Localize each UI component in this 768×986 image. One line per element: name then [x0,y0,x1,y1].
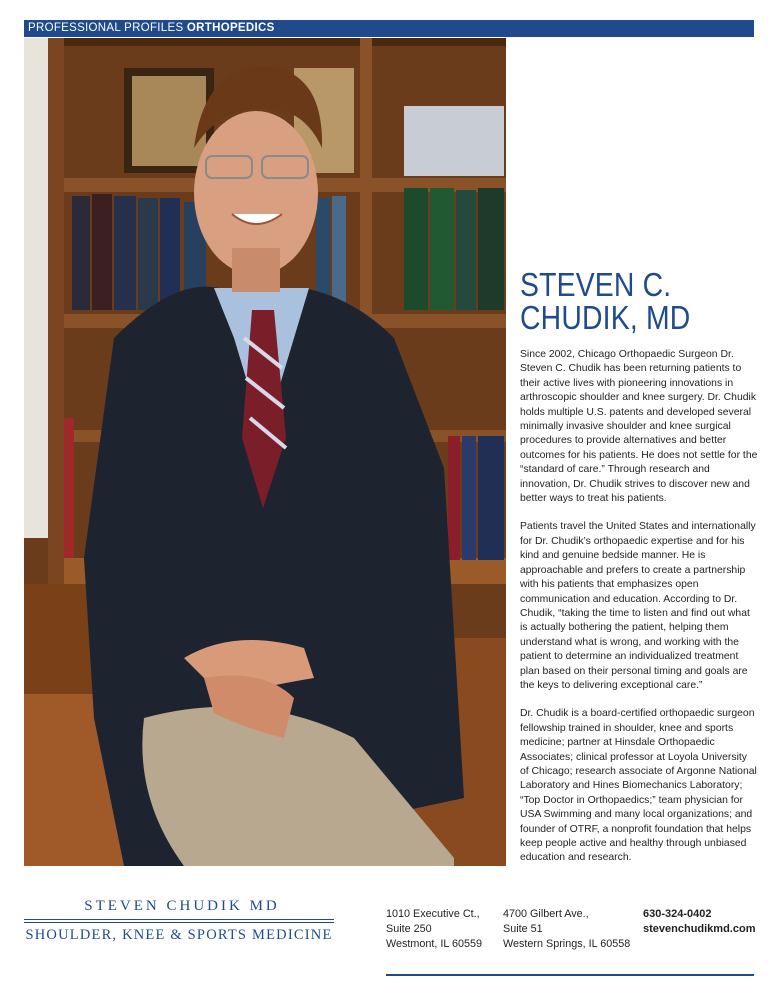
paragraph-credentials: Dr. Chudik is a board-certified orthopaedic surgeon fellowship trained in shoulder, knee and sports medicine; partner at Hinsdale Orthopaedic Associates; clinical professor at Loyola University of Chicago; research associate of Argonne National Laboratory and Hines Biomechanics Laboratory; “Top Doctor in Orthopaedics;” team physician for USA Swimming and many local organizations; and founder of OTRF, a nonprofit foundation that helps keep people active and healthy through unbiased education and research. [520,708,757,864]
logo-name: STEVEN CHUDIK MD [84,898,280,914]
paragraph-patients: Patients travel the United States and internationally for Dr. Chudik’s orthopaedic expertise and for his kind and genuine bedside manner. He is approachable and prefers to create a partnership with his patients that emphasizes open communication and education. According to Dr. Chudik, “taking the time to listen and find out what is actually bothering the patient, helping them understand what is wrong, and working with the patient to determine an individualized treatment plan based on their personal timing and goals are the keys to delivering exceptional care.” [520,521,756,691]
address-westmont [386,907,482,952]
contact-block [643,907,755,937]
profile-name-line2: CHUDIK, MD [520,299,691,336]
address-line: Suite 51 [503,923,543,935]
profile-body [520,348,758,880]
address-line: Suite 250 [386,923,432,935]
paragraph-intro: Since 2002, Chicago Orthopaedic Surgeon Dr. Steven C. Chudik has been returning patients to their active lives with pioneering innovations in arthroscopic shoulder and knee surgery. Dr. Chudik holds multiple U.S. patents and developed several minimally invasive shoulder and knee surgical procedures to provide alternatives and better outcomes for his patients. He does not settle for the “standard of care.” Through research and innovation, Dr. Chudik strives to discover new and better ways to treat his patients. [520,349,758,505]
portrait-photo [24,38,506,866]
logo-tagline: SHOULDER, KNEE & SPORTS MEDICINE [25,927,333,943]
address-line: Westmont, IL 60559 [386,938,483,950]
address-western-springs [503,907,630,952]
address-line: Western Springs, IL 60558 [503,938,631,950]
logo-divider-2 [24,922,334,923]
profile-name-line1: STEVEN C. [520,266,672,303]
website-link[interactable]: stevenchudikmd.com [643,923,756,935]
footer-rule [386,974,754,976]
section-name: ORTHOPEDICS [186,22,275,34]
address-line: 1010 Executive Ct., [386,908,480,920]
phone-number[interactable]: 630-324-0402 [643,908,712,920]
section-label: PROFESSIONAL PROFILES [28,22,184,34]
profile-name [520,268,720,334]
section-header-bar [24,20,754,37]
logo-divider [24,919,334,920]
address-line: 4700 Gilbert Ave., [503,908,589,920]
practice-logo [24,898,334,944]
